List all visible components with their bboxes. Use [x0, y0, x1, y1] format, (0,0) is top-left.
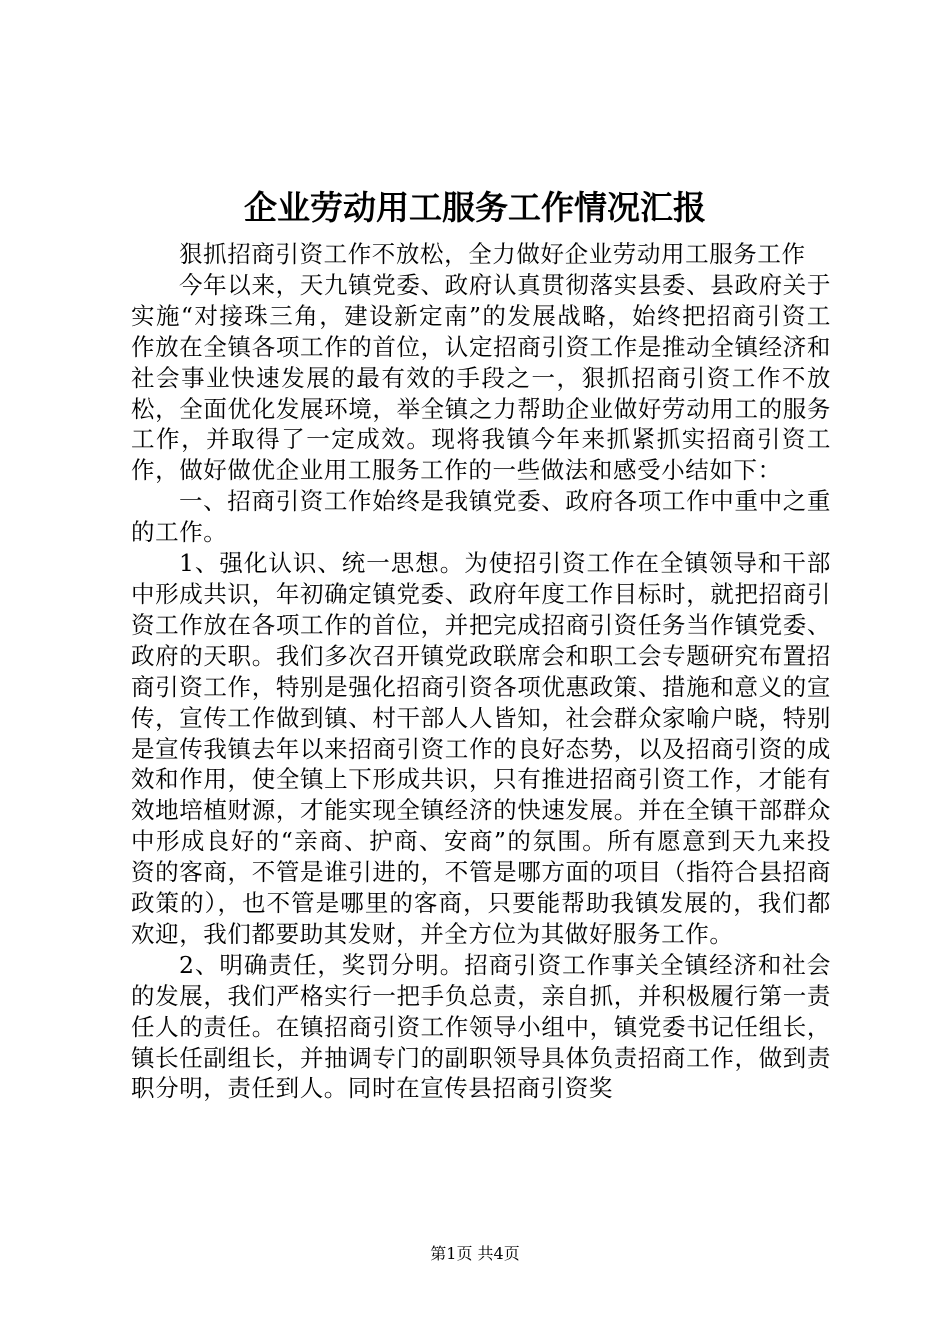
paragraph-section-1-heading: 一、招商引资工作始终是我镇党委、政府各项工作中重中之重的工作。 — [131, 487, 831, 547]
page-number-footer: 第1页 共4页 — [430, 1244, 520, 1263]
document-body — [131, 239, 831, 1104]
paragraph-subtitle: 狠抓招商引资工作不放松，全力做好企业劳动用工服务工作 — [179, 240, 806, 268]
document-title: 企业劳动用工服务工作情况汇报 — [244, 188, 706, 227]
paragraph-point-1: 1、强化认识、统一思想。为使招引资工作在全镇领导和干部中形成共识，年初确定镇党委、政府年度工作目标时，就把招商引资工作放在各项工作的首位，并把完成招商引资任务当作镇党委、政府的天职。我们多次召开镇党政联席会和职工会专题研究布置招商引资工作，特别是强化招商引资各项优惠政策、措施和意义的宣传，宣传工作做到镇、村干部人人皆知，社会群众家喻户晓，特别是宣传我镇去年以来招商引资工作的良好态势，以及招商引资的成效和作用，使全镇上下形成共识，只有推进招商引资工作，才能有效地培植财源，才能实现全镇经济的快速发展。并在全镇干部群众中形成良好的“亲商、护商、安商”的氛围。所有愿意到天九来投资的客商，不管是谁引进的，不管是哪方面的项目（指符合县招商政策的），也不管是哪里的客商，只要能帮助我镇发展的，我们都欢迎，我们都要助其发财，并全方位为其做好服务工作。 — [131, 549, 831, 948]
paragraph-intro: 今年以来，天九镇党委、政府认真贯彻落实县委、县政府关于实施“对接珠三角，建设新定南”的发展战略，始终把招商引资工作放在全镇各项工作的首位，认定招商引资工作是推动全镇经济和社会事业快速发展的最有效的手段之一，狠抓招商引资工作不放松，全面优化发展环境，举全镇之力帮助企业做好劳动用工的服务工作，并取得了一定成效。现将我镇今年来抓紧抓实招商引资工作，做好做优企业用工服务工作的一些做法和感受小结如下： — [131, 270, 831, 485]
paragraph-point-2: 2、明确责任，奖罚分明。招商引资工作事关全镇经济和社会的发展，我们严格实行一把手负总责，亲自抓，并积极履行第一责任人的责任。在镇招商引资工作领导小组中，镇党委书记任组长，镇长任副组长，并抽调专门的副职领导具体负责招商工作，做到责职分明，责任到人。同时在宣传县招商引资奖 — [131, 950, 831, 1103]
